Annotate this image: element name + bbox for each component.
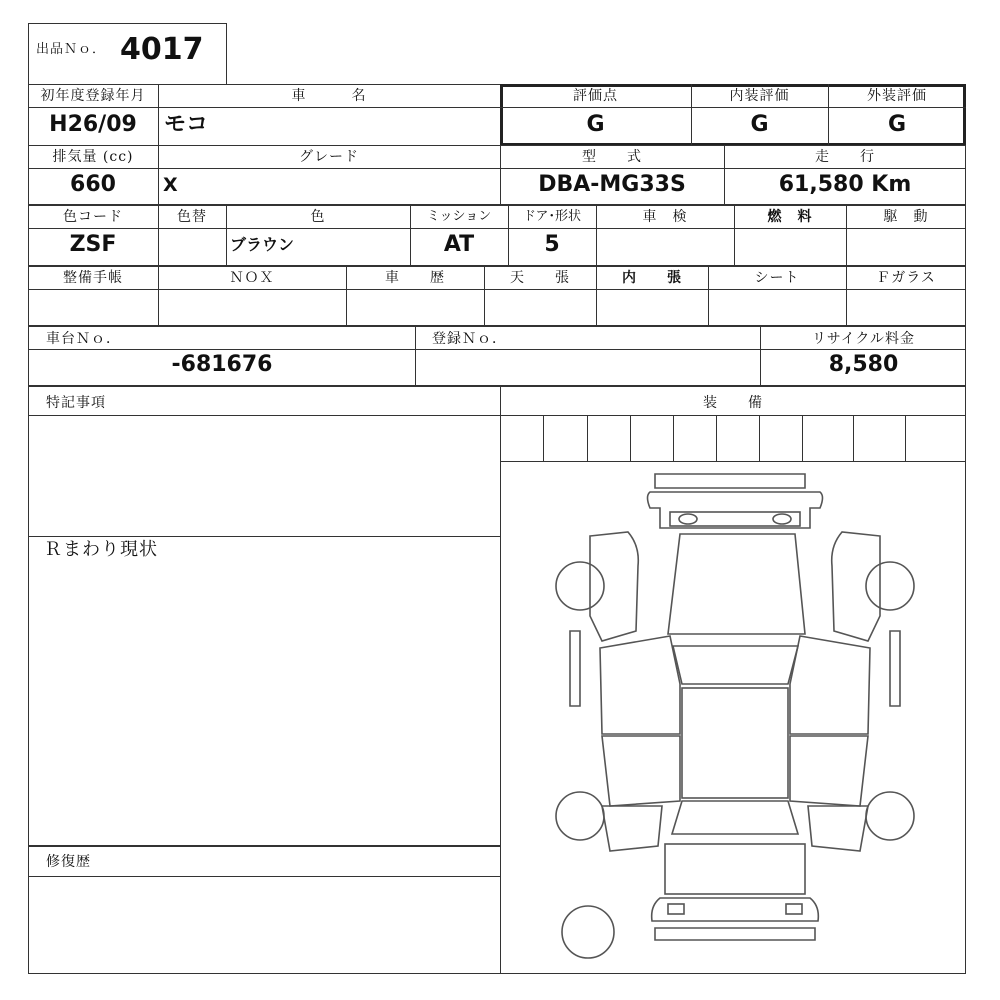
chassis-no-value: -681676 (171, 352, 273, 377)
color-label: 色 (310, 209, 326, 225)
first-reg-label: 初年度登録年月 (40, 88, 146, 104)
lot-number-value: 4017 (120, 32, 204, 67)
recycle-fee-value: 8,580 (828, 352, 899, 377)
equipment-cell-divider (905, 416, 906, 461)
interior-lining-label: 内 張 (622, 270, 682, 286)
equipment-cell-divider (543, 416, 544, 461)
equipment-cell-divider (587, 416, 588, 461)
chassis-no-label: 車台Ｎｏ． (46, 331, 121, 347)
maintenance-label: 整備手帳 (63, 270, 123, 286)
displacement-label: 排気量 (cc) (52, 149, 134, 165)
special-notes-label: 特記事項 (46, 395, 106, 411)
seat-label: シート (754, 270, 800, 286)
equipment-cell-divider (673, 416, 674, 461)
history-label: 車 歴 (385, 270, 445, 286)
car-damage-diagram (540, 466, 930, 974)
f-glass-label: Ｆガラス (876, 270, 936, 286)
grade-value: X (163, 174, 178, 196)
repair-history-section (28, 846, 501, 974)
model-label: 型 式 (582, 149, 642, 165)
equipment-label: 装 備 (703, 395, 763, 411)
lot-number-label: 出品Ｎｏ． (36, 42, 107, 57)
color-code-value: ZSF (69, 232, 117, 257)
score-label: 評価点 (573, 88, 618, 104)
mileage-label: 走 行 (815, 149, 875, 165)
exterior-score-label: 外装評価 (867, 88, 927, 104)
car-name-label: 車 名 (291, 88, 367, 104)
color-code-label: 色コード (63, 209, 123, 225)
equipment-cell-divider (759, 416, 760, 461)
exterior-score-value: G (887, 112, 907, 137)
recycle-fee-label: リサイクル料金 (811, 331, 916, 347)
equipment-cell-divider (716, 416, 717, 461)
fuel-label: 燃 料 (767, 209, 813, 225)
special-notes-section (28, 386, 501, 846)
reg-no-label: 登録Ｎｏ． (432, 331, 507, 347)
mileage-value: 61,580 Km (778, 172, 912, 197)
doors-value: 5 (544, 232, 560, 257)
door-shape-label: ドア･形状 (522, 209, 582, 224)
car-name-value: モコ (164, 112, 209, 137)
transmission-value: AT (443, 232, 475, 257)
notes-text: Ｒまわり現状 (44, 539, 158, 560)
inspection-label: 車 検 (642, 209, 688, 225)
score-value: G (586, 112, 605, 137)
displacement-value: 660 (70, 172, 116, 197)
ceiling-label: 天 張 (510, 270, 570, 286)
equipment-cell-divider (630, 416, 631, 461)
equipment-cell-divider (853, 416, 854, 461)
transmission-label: ミッション (426, 209, 492, 224)
interior-score-label: 内装評価 (729, 88, 790, 104)
interior-score-value: G (750, 112, 769, 137)
equipment-cell-divider (802, 416, 803, 461)
color-change-label: 色替 (177, 209, 207, 225)
drive-label: 駆 動 (883, 209, 929, 225)
model-value: DBA-MG33S (538, 172, 686, 197)
first-reg-value: H26/09 (49, 112, 137, 137)
grade-label: グレード (299, 149, 359, 165)
color-value: ブラウン (230, 235, 295, 254)
repair-history-label: 修復歴 (46, 854, 91, 870)
nox-label: ＮＯＸ (229, 270, 275, 286)
